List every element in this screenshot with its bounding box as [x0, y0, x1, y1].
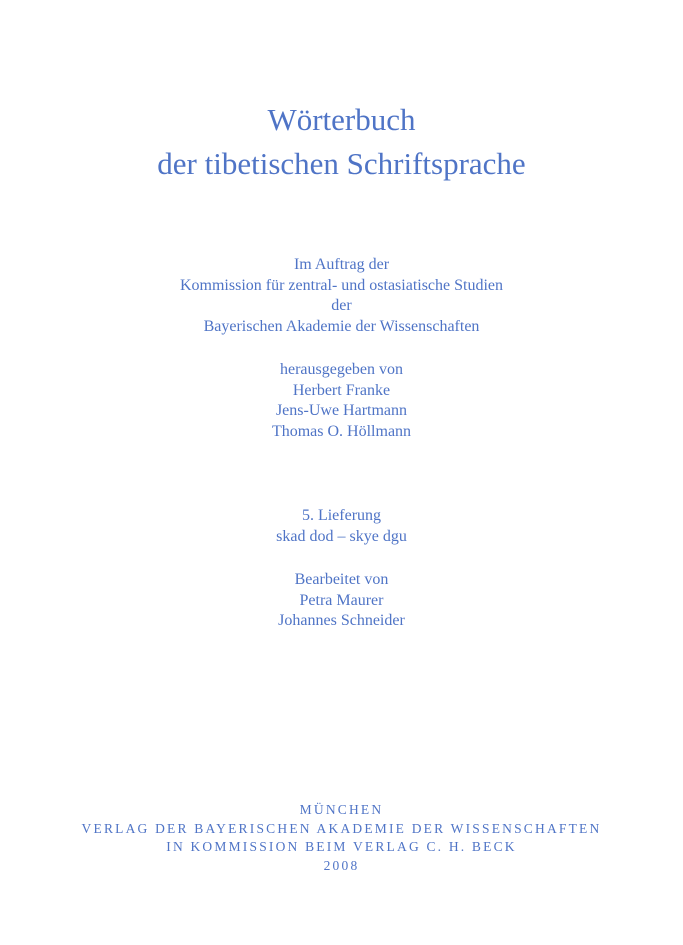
editors-intro: herausgegeben von	[279, 361, 404, 378]
issue-block	[0, 506, 683, 547]
imprint-publisher: VERLAG DER BAYERISCHEN AKADEMIE DER WISSENSCHAFTEN	[81, 820, 602, 836]
imprint-city: MÜNCHEN	[299, 802, 384, 817]
commission-block	[0, 255, 683, 337]
imprint-block	[0, 801, 683, 875]
editors-block	[0, 360, 683, 442]
commission-line-4: Bayerischen Akademie der Wissenschaften	[203, 317, 480, 335]
book-title-line-2: der tibetischen Schriftsprache	[157, 146, 526, 181]
compilers-block	[0, 570, 683, 632]
book-title	[0, 98, 683, 186]
commission-line-2: Kommission für zentral- und ostasiatische Studien	[179, 276, 504, 294]
issue-range: skad dod – skye dgu	[276, 527, 407, 545]
issue-number: 5. Lieferung	[301, 507, 382, 524]
book-title-line-1: Wörterbuch	[267, 102, 416, 137]
imprint-commission: IN KOMMISSION BEIM VERLAG C. H. BECK	[166, 839, 517, 854]
editor-name: Herbert Franke	[292, 381, 391, 399]
commission-line-3: der	[331, 297, 352, 314]
compilers-intro: Bearbeitet von	[294, 571, 389, 588]
editor-name: Jens-Uwe Hartmann	[275, 402, 408, 419]
compiler-name: Johannes Schneider	[278, 612, 405, 629]
imprint-year: 2008	[323, 857, 360, 873]
compiler-name: Petra Maurer	[299, 591, 384, 609]
editor-name: Thomas O. Höllmann	[271, 422, 412, 440]
commission-line-1: Im Auftrag der	[293, 256, 390, 273]
